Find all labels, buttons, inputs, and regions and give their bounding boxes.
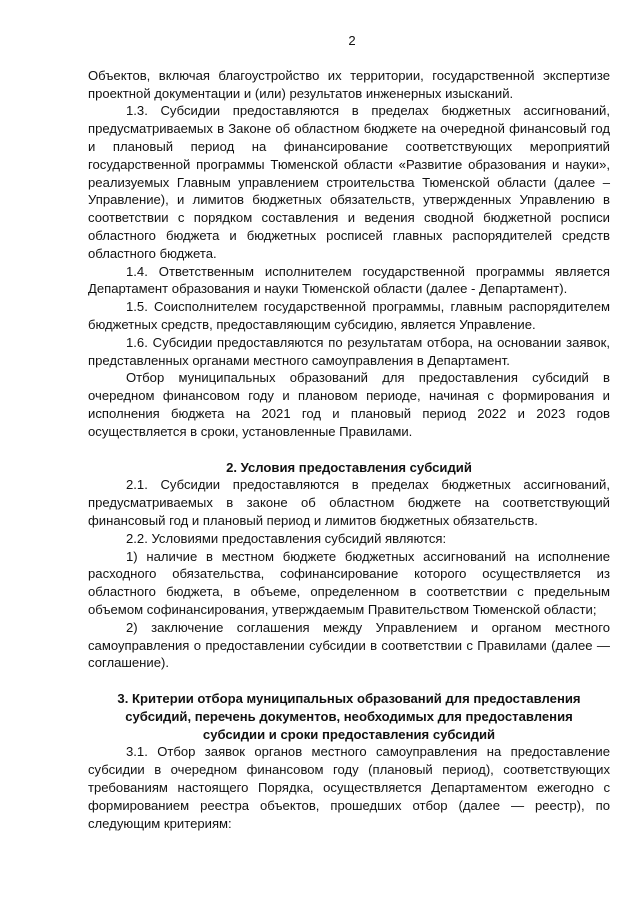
paragraph-objects: Объектов, включая благоустройство их территории, государственной экспертизе проектной документации и (или) результатов инженерных изысканий. [88, 67, 610, 101]
section-2-heading: 2. Условия предоставления субсидий [226, 459, 472, 475]
section-3-heading-line-3: субсидии и сроки предоставления субсидий [202, 726, 496, 742]
paragraph-2-1: 2.1. Субсидии предоставляются в пределах бюджетных ассигнований, предусматриваемых в законе об областном бюджете на соответствующий финансовый год и плановый период и лимитов бюджетных обязательств. [88, 477, 610, 528]
paragraph-1-5: 1.5. Соисполнителем государственной программы, главным распорядителем бюджетных средств, предоставляющим субсидию, является Управление. [88, 299, 610, 332]
paragraph-1-6: 1.6. Субсидии предоставляются по результатам отбора, на основании заявок, представленных органами местного самоуправления в Департамент. [88, 334, 610, 368]
paragraph-2-2-item-1: 1) наличие в местном бюджете бюджетных ассигнований на исполнение расходного обязательства, софинансирование которого осуществляется из областного бюджета, в объеме, определенном в соответствии с предельным объемом софинансирования, утверждаемым Правительством Тюменской области; [88, 548, 610, 617]
section-3-heading-line-2: субсидий, перечень документов, необходимых для предоставления [125, 708, 573, 724]
paragraph-1-3: 1.3. Субсидии предоставляются в пределах бюджетных ассигнований, предусматриваемых в Законе об областном бюджете на очередной финансовый год и плановый период на финансирование соответствующих мероприятий государственной программы Тюменской области «Развитие образования и науки», реализуемых Главным управлением строительства Тюменской области (далее – Управление), и лимитов бюджетных обязательств, утвержденных Управлению в соответствии с порядком составления и ведения сводной бюджетной росписи областного бюджета и бюджетных росписей главных распорядителей средств областного бюджета. [88, 103, 610, 261]
paragraph-selection: Отбор муниципальных образований для предоставления субсидий в очередном финансовом году и плановом периоде, начиная с формирования и исполнения бюджета на 2021 год и плановый период 2022 и 2023 годов осуществляется в сроки, установленные Правилами. [88, 370, 610, 439]
paragraph-2-2-item-2: 2) заключение соглашения между Управлением и органом местного самоуправления о предоставлении субсидии в соответствии с Правилами (далее — соглашение). [88, 619, 610, 671]
paragraph-1-4: 1.4. Ответственным исполнителем государственной программы является Департамент образования и науки Тюменской области (далее - Департамент). [88, 263, 610, 297]
section-3-heading-line-1: 3. Критерии отбора муниципальных образований для предоставления [117, 691, 581, 707]
paragraph-2-2: 2.2. Условиями предоставления субсидий являются: [126, 530, 447, 546]
page-number: 2 [348, 33, 356, 48]
section-3-heading [88, 690, 610, 743]
paragraph-3-1: 3.1. Отбор заявок органов местного самоуправления на предоставление субсидии в очередном финансовом году (плановый период), соответствующих требованиям настоящего Порядка, осуществляется Департаментом ежегодно с формированием реестра объектов, прошедших отбор (далее — реестр), по следующим критериям: [88, 744, 610, 831]
